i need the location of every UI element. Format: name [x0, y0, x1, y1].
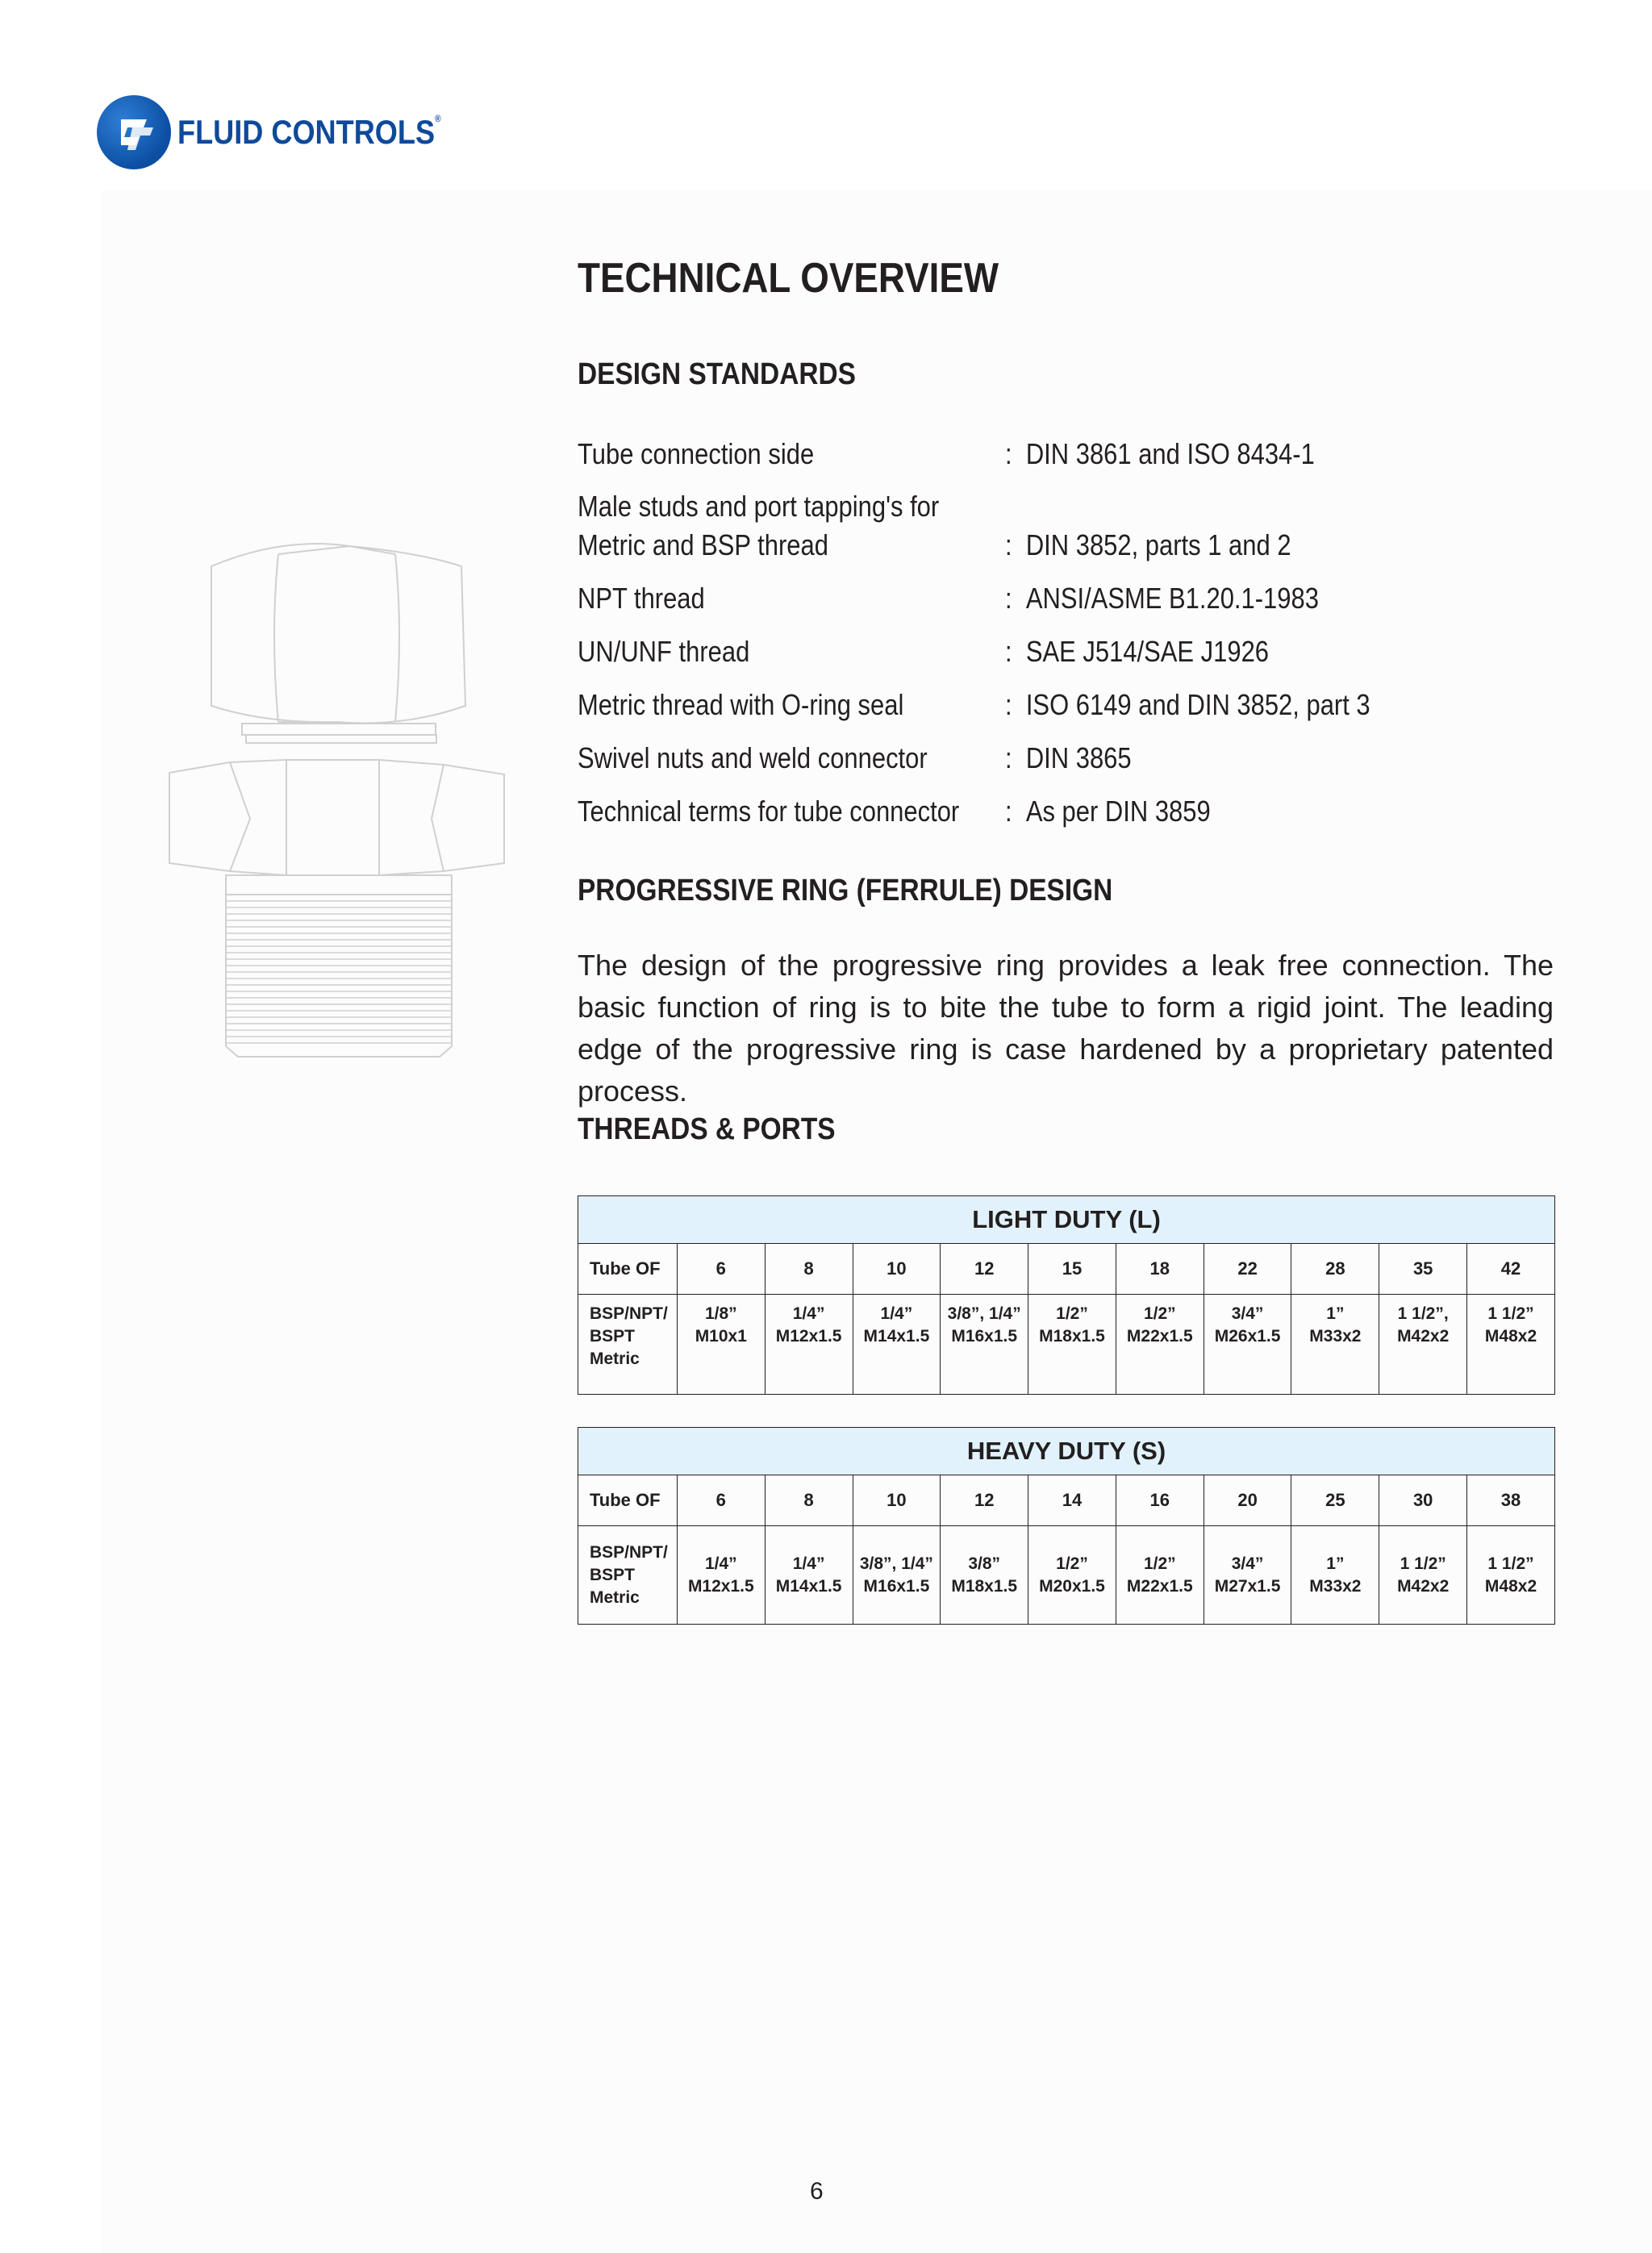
light-duty-title: LIGHT DUTY (L) — [578, 1196, 1555, 1244]
table-cell: 1 1/2” M48x2 — [1467, 1526, 1555, 1625]
row-label: BSP/NPT/ BSPT Metric — [578, 1295, 678, 1395]
logo-wordmark: FLUID CONTROLS® — [177, 113, 441, 151]
company-logo — [97, 95, 484, 169]
table-cell: 3/4” M27x1.5 — [1204, 1526, 1291, 1625]
table-cell: 8 — [765, 1244, 853, 1295]
table-cell: 12 — [941, 1244, 1028, 1295]
light-duty-table — [578, 1195, 1555, 1395]
standard-value: : SAE J514/SAE J1926 — [1005, 635, 1270, 668]
heavy-duty-table — [578, 1427, 1555, 1625]
table-row — [578, 1244, 1555, 1295]
table-cell: 22 — [1204, 1244, 1291, 1295]
standard-label: UN/UNF thread — [578, 635, 750, 668]
table-cell: 3/4” M26x1.5 — [1204, 1295, 1291, 1395]
standard-label: Metric thread with O-ring seal — [578, 688, 904, 721]
table-cell: 1/2” M20x1.5 — [1028, 1526, 1116, 1625]
table-cell: 1/2” M22x1.5 — [1116, 1526, 1204, 1625]
threads-ports-heading: THREADS & PORTS — [578, 1112, 836, 1146]
table-cell: 3/8”, 1/4” M16x1.5 — [941, 1295, 1028, 1395]
table-cell: 35 — [1379, 1244, 1467, 1295]
table-cell: 6 — [677, 1244, 765, 1295]
table-row — [578, 1526, 1555, 1625]
table-cell: 12 — [941, 1475, 1028, 1526]
table-row — [578, 1475, 1555, 1526]
fitting-drawing — [161, 536, 520, 1077]
table-cell: 1” M33x2 — [1291, 1526, 1379, 1625]
table-cell: 1/4” M14x1.5 — [853, 1295, 941, 1395]
progressive-ring-heading: PROGRESSIVE RING (FERRULE) DESIGN — [578, 874, 1113, 907]
standard-value: : ISO 6149 and DIN 3852, part 3 — [1005, 688, 1370, 721]
standard-label-cont: Metric and BSP thread — [578, 528, 828, 561]
standard-label: Tube connection side — [578, 437, 815, 470]
table-row — [578, 1295, 1555, 1395]
standard-label: Swivel nuts and weld connector — [578, 741, 928, 774]
table-cell: 1/2” M22x1.5 — [1116, 1295, 1204, 1395]
progressive-ring-text: The design of the progressive ring provides a leak free connection. The basic function of ring is to bite the tube to form a rigid joint. The leading edge of the progressive ring is case hardened by a proprietary patented process. — [578, 949, 1554, 1108]
logo-mark-icon — [97, 95, 171, 169]
table-cell: 6 — [677, 1475, 765, 1526]
standard-value: : DIN 3861 and ISO 8434-1 — [1005, 437, 1315, 470]
table-cell: 42 — [1467, 1244, 1555, 1295]
tube-of-label: Tube OF — [578, 1244, 678, 1295]
table-cell: 1 1/2” M48x2 — [1467, 1295, 1555, 1395]
table-cell: 3/8” M18x1.5 — [941, 1526, 1028, 1625]
table-cell: 1” M33x2 — [1291, 1295, 1379, 1395]
table-cell: 15 — [1028, 1244, 1116, 1295]
page-title: TECHNICAL OVERVIEW — [578, 255, 999, 302]
table-cell: 1 1/2” M42x2 — [1379, 1526, 1467, 1625]
table-cell: 1/4” M14x1.5 — [765, 1526, 853, 1625]
table-cell: 1/2” M18x1.5 — [1028, 1295, 1116, 1395]
table-cell: 1/8” M10x1 — [677, 1295, 765, 1395]
standard-value: : DIN 3865 — [1005, 741, 1132, 774]
table-cell: 1/4” M12x1.5 — [765, 1295, 853, 1395]
table-cell: 28 — [1291, 1244, 1379, 1295]
table-cell: 8 — [765, 1475, 853, 1526]
row-label: BSP/NPT/ BSPT Metric — [578, 1526, 678, 1625]
design-standards-heading: DESIGN STANDARDS — [578, 357, 856, 391]
standard-label: Male studs and port tapping's for — [578, 490, 940, 523]
technical-content — [578, 254, 1554, 1146]
table-cell: 30 — [1379, 1475, 1467, 1526]
standard-label: NPT thread — [578, 582, 705, 615]
heavy-duty-title: HEAVY DUTY (S) — [578, 1428, 1555, 1475]
table-cell: 14 — [1028, 1475, 1116, 1526]
standard-value: : As per DIN 3859 — [1005, 795, 1211, 828]
page-number: 6 — [810, 2178, 824, 2205]
table-cell: 20 — [1204, 1475, 1291, 1526]
table-cell: 18 — [1116, 1244, 1204, 1295]
standard-value: : DIN 3852, parts 1 and 2 — [1005, 528, 1291, 561]
table-cell: 16 — [1116, 1475, 1204, 1526]
table-cell: 25 — [1291, 1475, 1379, 1526]
table-cell: 1 1/2”, M42x2 — [1379, 1295, 1467, 1395]
standard-label: Technical terms for tube connector — [578, 795, 960, 828]
tube-of-label: Tube OF — [578, 1475, 678, 1526]
table-cell: 38 — [1467, 1475, 1555, 1526]
standard-value: : ANSI/ASME B1.20.1-1983 — [1005, 582, 1319, 615]
table-cell: 1/4” M12x1.5 — [677, 1526, 765, 1625]
table-cell: 10 — [853, 1475, 941, 1526]
table-cell: 10 — [853, 1244, 941, 1295]
table-cell: 3/8”, 1/4” M16x1.5 — [853, 1526, 941, 1625]
